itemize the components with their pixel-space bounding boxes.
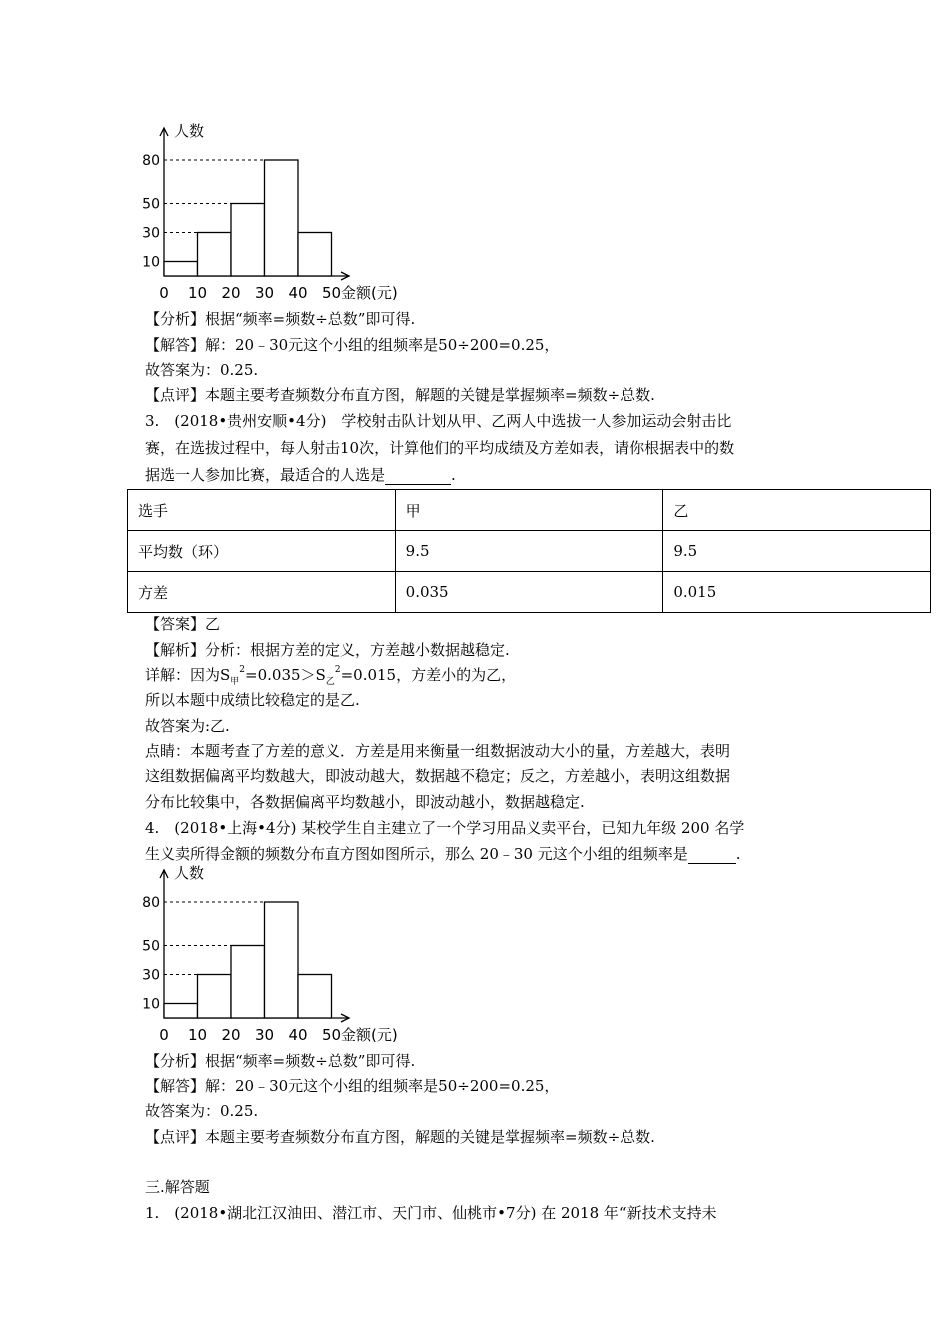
q3-line3-end: .	[451, 466, 456, 484]
x-tick-label: 40	[288, 1026, 308, 1044]
histogram-bar	[265, 160, 299, 276]
b1-comment: 【点评】本题主要考查频数分布直方图，解题的关键是掌握频率=频数÷总数.	[145, 386, 655, 404]
histogram-bar	[298, 975, 332, 1019]
b2-analysis: 【分析】根据“频率=频数÷总数”即可得.	[145, 1052, 416, 1070]
q3-detail-b: =0.035＞S	[245, 666, 326, 684]
b1-answer: 故答案为：0.25.	[145, 361, 259, 379]
score-table	[127, 489, 931, 613]
x-tick-label: 30	[254, 284, 275, 302]
x-tick-label: 10	[187, 284, 208, 302]
q3-line1: 3. (2018•贵州安顺•4分) 学校射击队计划从甲、乙两人中选拔一人参加运动会射击比	[145, 412, 732, 430]
histogram-1-svg	[140, 118, 420, 303]
x-tick-label: 0	[159, 1026, 169, 1044]
y-axis-label: 人数	[174, 122, 205, 140]
table-cell: 选手	[128, 490, 396, 531]
histogram-bar	[198, 233, 232, 277]
q3-line2: 赛，在选拔过程中，每人射击10次，计算他们的平均成绩及方差如表，请你根据表中的数	[145, 439, 735, 457]
histogram-1	[140, 118, 420, 307]
table-cell: 甲	[395, 490, 663, 531]
histogram-bar	[265, 902, 299, 1018]
q3-sup-2: 2	[334, 665, 341, 675]
y-tick-label: 50	[142, 938, 160, 955]
q3-comment1: 点睛：本题考查了方差的意义．方差是用来衡量一组数据波动大小的量，方差越大，表明	[145, 742, 731, 760]
y-tick-label: 30	[142, 225, 160, 242]
histogram-bar	[198, 975, 232, 1019]
table-cell: 0.015	[663, 572, 931, 613]
q4-answer-blank	[688, 848, 736, 864]
table-cell: 9.5	[395, 531, 663, 572]
histogram-2-svg	[140, 860, 420, 1045]
table-cell: 乙	[663, 490, 931, 531]
b1-solution: 【解答】解：20﹣30元这个小组的组频率是50÷200=0.25，	[145, 336, 560, 354]
x-tick-label: 50	[321, 284, 342, 302]
q3-sub-jia: 甲	[230, 677, 240, 687]
table-row	[128, 490, 931, 531]
q3-sub-yi: 乙	[325, 677, 335, 687]
histogram-bar	[231, 946, 265, 1019]
b2-comment: 【点评】本题主要考查频数分布直方图，解题的关键是掌握频率=频数÷总数.	[145, 1128, 655, 1146]
x-tick-label: 20	[221, 1026, 241, 1044]
q3-answer-blank	[385, 469, 451, 485]
q3-sup-1: 2	[239, 665, 246, 675]
x-tick-label: 10	[187, 1026, 208, 1044]
table-cell: 9.5	[663, 531, 931, 572]
x-tick-label: 40	[288, 284, 308, 302]
section-heading: 三.解答题	[145, 1178, 210, 1196]
q3-analysis: 【解析】分析：根据方差的定义，方差越小数据越稳定.	[145, 641, 510, 659]
q3-line3	[145, 465, 456, 485]
q3-conclusion: 所以本题中成绩比较稳定的是乙.	[145, 691, 360, 709]
q3-comment2: 这组数据偏离平均数越大，即波动越大，数据越不稳定；反之，方差越小，表明这组数据	[145, 767, 731, 785]
y-tick-label: 30	[142, 967, 160, 984]
q3-answer: 【答案】乙	[145, 615, 221, 633]
s3-q1: 1. (2018•湖北江汉油田、潜江市、天门市、仙桃市•7分) 在 2018 年“新技术支持未	[145, 1204, 717, 1222]
table-cell: 平均数（环）	[128, 531, 396, 572]
q4-line2-end: .	[735, 845, 741, 863]
table-cell: 0.035	[395, 572, 663, 613]
table-row	[128, 531, 931, 572]
b1-analysis: 【分析】根据“频率=频数÷总数”即可得.	[145, 310, 416, 328]
q3-detail	[145, 665, 516, 692]
y-tick-label: 80	[142, 153, 160, 169]
histogram-2	[140, 860, 420, 1049]
x-axis-label: 金额(元)	[341, 1026, 398, 1044]
q4-line2-text: 生义卖所得金额的频数分布直方图如图所示，那么 20﹣30 元这个小组的组频率是	[145, 845, 688, 863]
x-tick-label: 20	[221, 284, 241, 302]
b2-solution: 【解答】解：20﹣30元这个小组的组频率是50÷200=0.25，	[145, 1077, 560, 1095]
histogram-bar	[298, 233, 332, 277]
y-tick-label: 80	[142, 895, 160, 911]
q3-final: 故答案为:乙.	[145, 717, 230, 735]
y-tick-label: 10	[142, 254, 160, 271]
y-tick-label: 10	[142, 996, 160, 1013]
table-cell: 方差	[128, 572, 396, 613]
q3-line3-text: 据选一人参加比赛，最适合的人选是	[145, 466, 386, 484]
histogram-bar	[231, 204, 265, 277]
histogram-bar	[164, 262, 198, 277]
histogram-bar	[164, 1004, 198, 1019]
q3-detail-c: =0.015，方差小的为乙，	[340, 666, 517, 684]
y-tick-label: 50	[142, 196, 160, 213]
q4-line1: 4. (2018•上海•4分) 某校学生自主建立了一个学习用品义卖平台，已知九年级 200 名学	[145, 819, 745, 837]
q3-comment3: 分布比较集中，各数据偏离平均数越小，即波动越小，数据越稳定.	[145, 793, 585, 811]
x-tick-label: 50	[321, 1026, 342, 1044]
y-axis-label: 人数	[174, 864, 205, 882]
b2-answer: 故答案为：0.25.	[145, 1102, 259, 1120]
x-tick-label: 0	[159, 284, 169, 302]
q3-detail-a: 详解：因为S	[145, 666, 231, 684]
x-tick-label: 30	[254, 1026, 275, 1044]
table-row	[128, 572, 931, 613]
x-axis-label: 金额(元)	[341, 284, 398, 302]
